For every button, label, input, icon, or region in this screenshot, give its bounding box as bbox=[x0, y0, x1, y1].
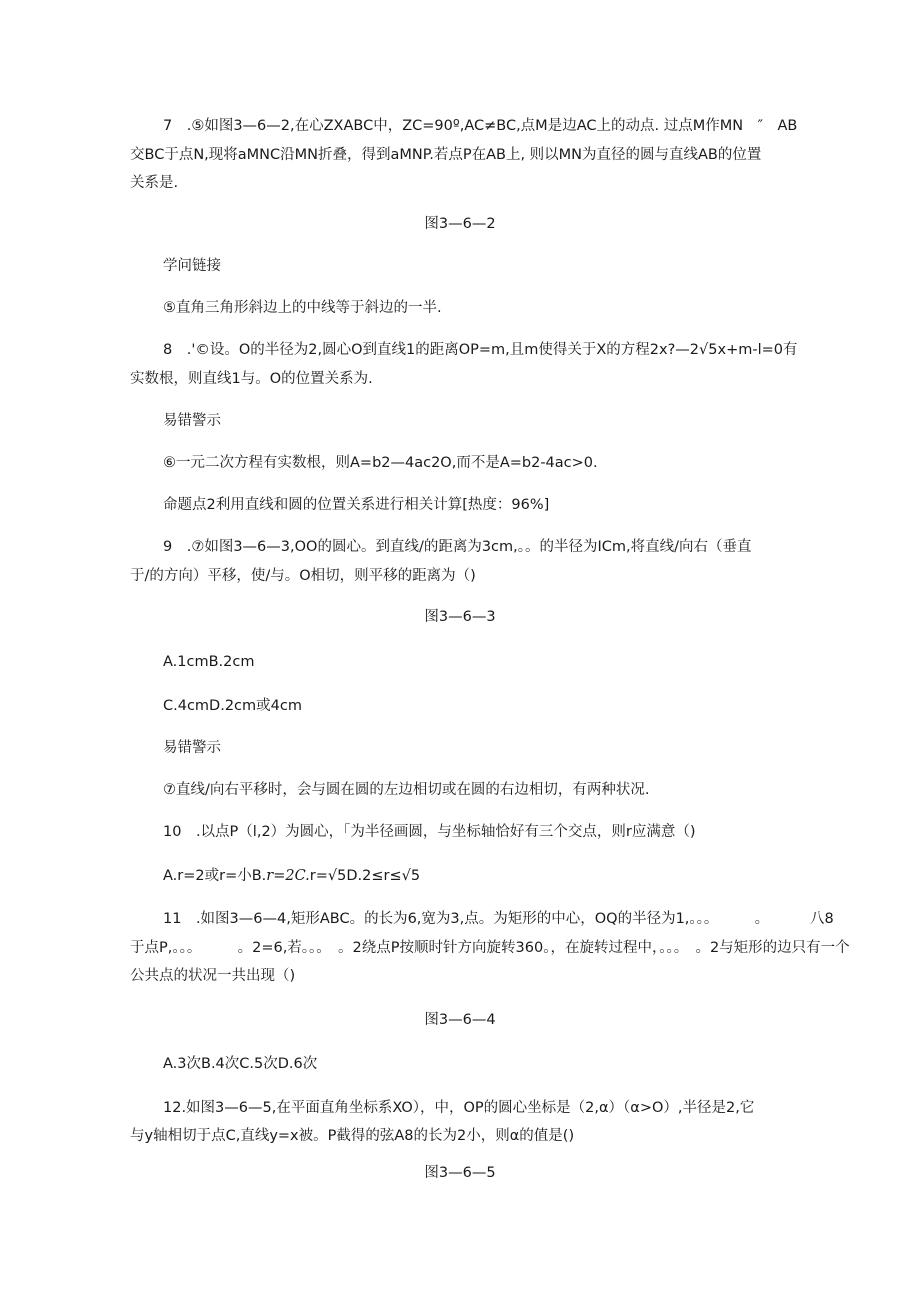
q9-options-ab: A.1cmB.2cm bbox=[163, 654, 255, 670]
topic-heading-2: 命题点2利用直线和圆的位置关系进行相关计算[热度：96%] bbox=[163, 497, 550, 513]
q10-options-part-1: A.r=2或r=小B. bbox=[163, 868, 267, 884]
q10-line-1: 10 .以点P（l,2）为圆心，「为半径画圆，与坐标轴恰好有三个交点，则r应满意（) bbox=[163, 824, 696, 840]
figure-caption-3-6-2: 图3—6—2 bbox=[424, 216, 496, 232]
q8-line-1: 8 .'©设。O的半径为2,圆心O到直线1的距离OP=m,且m使得关于X的方程2x?—2√5x+m-l=0有 bbox=[163, 342, 798, 358]
figure-caption-3-6-5: 图3—6—5 bbox=[424, 1165, 496, 1181]
knowledge-note-5: ⑤直角三角形斜边上的中线等于斜边的一半. bbox=[163, 300, 442, 316]
q11-line-2: 于点P,。。。 。2=6,若。。。 。2绕点P按顺时针方向旋转360。，在旋转过程中，。。。 。2与矩形的边只有一个 bbox=[130, 940, 850, 956]
q9-line-1: 9 .⑦如图3—6—3,OO的圆心。到直线/的距离为3cm,。。的半径为ICm,将直线/向右（垂直 bbox=[163, 539, 752, 555]
q10-options-part-2: r=2C. bbox=[266, 868, 310, 884]
q9-line-2: 于/的方向）平移，使/与。O相切，则平移的距离为（) bbox=[130, 568, 476, 584]
section-heading-error-warning-2: 易错警示 bbox=[163, 740, 221, 756]
q11-options: A.3次B.4次C.5次D.6次 bbox=[163, 1056, 318, 1072]
q10-options-part-3: r=√5D.2≤r≤√5 bbox=[309, 868, 421, 884]
error-note-7: ⑦直线/向右平移时，会与圆在圆的左边相切或在圆的右边相切，有两种状况. bbox=[163, 782, 650, 798]
figure-caption-3-6-3: 图3—6—3 bbox=[424, 609, 496, 625]
q12-line-1: 12.如图3—6—5,在平面直角坐标系XO），中，OP的圆心坐标是（2,α）（α>O）,半径是2,它 bbox=[163, 1100, 755, 1116]
section-heading-error-warning-1: 易错警示 bbox=[163, 413, 221, 429]
q12-line-2: 与y轴相切于点C,直线y=x被。P截得的弦A8的长为2小，则α的值是() bbox=[130, 1128, 575, 1144]
q11-line-1: 11 .如图3—6—4,矩形ABC。的长为6,宽为3,点。为矩形的中心，OQ的半径为1,。。。 。 八8 bbox=[163, 911, 834, 927]
q10-options bbox=[163, 866, 420, 886]
section-heading-knowledge-link: 学问链接 bbox=[163, 258, 221, 274]
q11-line-3: 公共点的状况一共出现（) bbox=[130, 968, 296, 984]
q7-line-3: 关系是. bbox=[130, 175, 179, 191]
q7-line-2: 交BC于点N,现将aMNC沿MN折叠，得到aMNP.若点P在AB上, 则以MN为直径的圆与直线AB的位置 bbox=[130, 147, 762, 163]
figure-caption-3-6-4: 图3—6—4 bbox=[424, 1012, 496, 1028]
q7-line-1: 7 .⑤如图3—6—2,在心ZXABC中，ZC=90º,AC≠BC,点M是边AC上的动点. 过点M作MN ″ AB bbox=[163, 118, 798, 134]
q9-options-cd: C.4cmD.2cm或4cm bbox=[163, 698, 302, 714]
q8-line-2: 实数根，则直线1与。O的位置关系为. bbox=[130, 371, 373, 387]
error-note-6: ⑥一元二次方程有实数根，则A=b2—4ac2O,而不是A=b2-4ac>0. bbox=[163, 455, 598, 471]
